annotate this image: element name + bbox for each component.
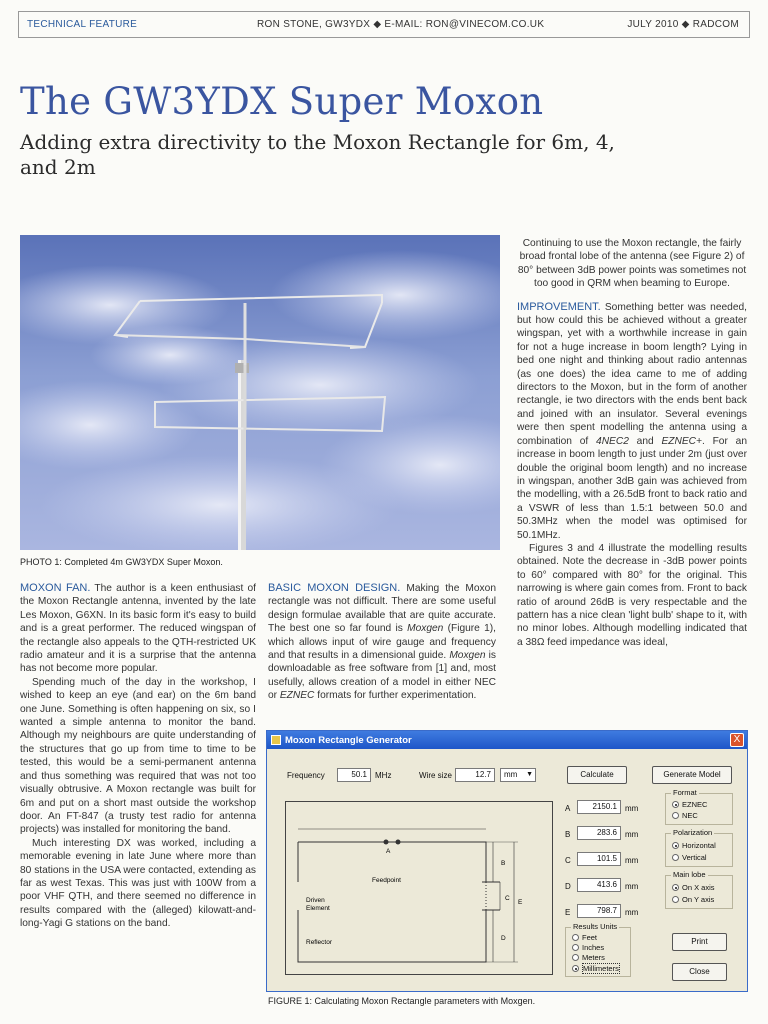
- photo-caption: PHOTO 1: Completed 4m GW3YDX Super Moxon.: [20, 557, 223, 567]
- section-label: TECHNICAL FEATURE: [27, 19, 138, 30]
- figure-caption: FIGURE 1: Calculating Moxon Rectangle parameters with Moxgen.: [268, 996, 536, 1006]
- dim-b-label: B: [565, 830, 571, 839]
- wire-size-input[interactable]: 12.7: [455, 768, 495, 782]
- diagram-label-reflector: Reflector: [306, 939, 333, 946]
- diagram-label-e: E: [518, 899, 523, 906]
- dim-c-label: C: [565, 856, 571, 865]
- format-nec-radio[interactable]: NEC: [672, 811, 698, 820]
- body-column-1: [20, 582, 256, 931]
- dim-c-unit: mm: [625, 856, 639, 865]
- dim-e-unit: mm: [625, 908, 639, 917]
- article-title: The GW3YDX Super Moxon: [20, 80, 544, 123]
- body-column-2: [268, 582, 496, 703]
- frequency-input[interactable]: 50.1: [337, 768, 371, 782]
- moxgen-dialog: [266, 730, 748, 992]
- runin-heading: MOXON FAN.: [20, 582, 91, 594]
- body-column-3: [517, 237, 747, 649]
- runin-heading: IMPROVEMENT.: [517, 300, 601, 313]
- running-header: [18, 11, 750, 38]
- polarization-vertical-radio[interactable]: Vertical: [672, 853, 707, 862]
- generate-model-button[interactable]: Generate Model: [652, 766, 732, 784]
- units-meters-radio[interactable]: Meters: [572, 953, 605, 962]
- dim-e-label: E: [565, 908, 571, 917]
- diagram-label-feedpoint: Feedpoint: [372, 877, 401, 884]
- chevron-down-icon: ▼: [526, 771, 533, 778]
- paragraph: Much interesting DX was worked, including a memorable evening in late June where more than 80 stations in the USA were contacted, extending as far as west Texas. This was just with 100W from a poor VHF QTH, and there seemed no difference in results compared with the (alleged) kilowatt-and-long-Yagi G stations on the band.: [20, 837, 256, 930]
- frequency-label: Frequency: [287, 771, 325, 780]
- dim-b-value: 283.6: [577, 826, 621, 840]
- antenna-photo-image: [20, 235, 500, 550]
- polarization-group: Polarization Horizontal Vertical: [665, 833, 733, 867]
- diagram-label-driven: Driven Element: [306, 897, 330, 912]
- app-icon: [271, 735, 281, 745]
- moxon-diagram-drawing: [286, 802, 552, 974]
- close-icon[interactable]: X: [730, 733, 744, 747]
- diagram-label-b: B: [501, 860, 506, 867]
- moxon-diagram: [285, 801, 553, 975]
- diagram-label-d: D: [501, 935, 506, 942]
- wire-unit-select[interactable]: mm ▼: [500, 768, 536, 782]
- lobe-y-radio[interactable]: On Y axis: [672, 895, 714, 904]
- results-units-group: Results Units Feet Inches Meters Millimeters: [565, 927, 631, 977]
- article-subtitle: Adding extra directivity to the Moxon Rectangle for 6m, 4, and 2m: [20, 130, 615, 179]
- frequency-unit: MHz: [375, 771, 392, 780]
- dim-b-unit: mm: [625, 830, 639, 839]
- dim-d-value: 413.6: [577, 878, 621, 892]
- paragraph: IMPROVEMENT. Something better was needed, but how could this be achieved without a greater wingspan, yet with a worthwhile increase in gain for not a huge increase in boom length? Lying in bed one night and thinking about radio antennas (as one does) the idea came to me of adding directors to the Moxon, but in the form of another rectangle, ie two directors with the ends bent back and joined with an insulator. Several evenings were then spent modelling the antenna using a combination of 4NEC2 and EZNEC+. For an increase in boom length to just under 2m (just over double the original boom length) and no increase in wingspan, another 3dB gain was achieved from the modelling, with a 26.5dB front to back ratio and a VSWR of less than 1.5:1 between 50.0 and 50.3MHz when the model was optimised for 50.1MHz.: [517, 300, 747, 541]
- main-lobe-group: Main lobe On X axis On Y axis: [665, 875, 733, 909]
- antenna-photo: [20, 235, 500, 550]
- paragraph: BASIC MOXON DESIGN. Making the Moxon rectangle was not difficult. There are some useful design formulae available that are quite accurate. The best one so far found is Moxgen (Figure 1), which allows input of wire gauge and frequency and that results in a dimensional guide. Moxgen is downloadable as free software from [1] and, most usefully, allows creation of a model in either NEC or EZNEC formats for further experimentation.: [268, 582, 497, 702]
- dim-e-value: 798.7: [577, 904, 621, 918]
- print-button[interactable]: Print: [672, 933, 727, 951]
- paragraph: MOXON FAN. The author is a keen enthusiast of the Moxon Rectangle antenna, invented by the late Les Moxon, G6XN. In its basic form it's easy to build and is a great performer. The reduced wingspan of the rectangle also appeals to the QTH-restricted UK radio amateur and it is a surprise that the antenna has not become more popular.: [20, 582, 257, 675]
- dim-a-value: 2150.1: [577, 800, 621, 814]
- polarization-horizontal-radio[interactable]: Horizontal: [672, 841, 716, 850]
- paragraph: Figures 3 and 4 illustrate the modelling results obtained. Note the decrease in -3dB power points to 60° compared with 80° for the original. This narrowing is where gain comes from. Front to back ratio of around 26dB is very respectable and the pattern has a nice clean 'light bulb' shape to it, with no minor lobes. Although modelling indicated that a 38Ω feed impedance was ideal,: [517, 542, 747, 648]
- dim-a-unit: mm: [625, 804, 639, 813]
- dim-d-unit: mm: [625, 882, 639, 891]
- format-group: Format EZNEC NEC: [665, 793, 733, 825]
- format-eznec-radio[interactable]: EZNEC: [672, 800, 707, 809]
- author-line: RON STONE, GW3YDX ◆ E-MAIL: RON@VINECOM.CO.UK: [257, 19, 545, 30]
- paragraph: Spending much of the day in the workshop, I wished to keep an eye (and ear) on the 6m band one June. Something is often happening on six, so I wanted a simple antenna to monitor the band. Although my neighbours are quite understanding of the structures that go up from time to time to be tested, this would be a semi-permanent antenna and thus something was required that was not too visually obtrusive. A Moxon rectangle was built for 6m and put on a short mast outside the workshop door. An FT-847 (a trusty test radio for antenna projects) was installed for monitoring the band.: [20, 676, 256, 836]
- units-feet-radio[interactable]: Feet: [572, 933, 597, 942]
- dim-d-label: D: [565, 882, 571, 891]
- lobe-x-radio[interactable]: On X axis: [672, 883, 715, 892]
- close-button[interactable]: Close: [672, 963, 727, 981]
- dim-c-value: 101.5: [577, 852, 621, 866]
- runin-heading: BASIC MOXON DESIGN.: [268, 582, 401, 594]
- dialog-titlebar: [267, 731, 747, 749]
- calculate-button[interactable]: Calculate: [567, 766, 627, 784]
- units-inches-radio[interactable]: Inches: [572, 943, 604, 952]
- units-millimeters-radio[interactable]: Millimeters: [572, 963, 620, 974]
- issue-line: JULY 2010 ◆ RADCOM: [627, 19, 739, 30]
- wire-size-label: Wire size: [419, 771, 452, 780]
- paragraph: Continuing to use the Moxon rectangle, the fairly broad frontal lobe of the antenna (see Figure 2) of 80° between 3dB power points was sometimes not too good in QRM when beaming to Europe.: [517, 238, 747, 290]
- dialog-title: Moxon Rectangle Generator: [285, 734, 412, 746]
- diagram-label-a: A: [386, 848, 391, 855]
- dim-a-label: A: [565, 804, 571, 813]
- diagram-label-c: C: [505, 895, 510, 902]
